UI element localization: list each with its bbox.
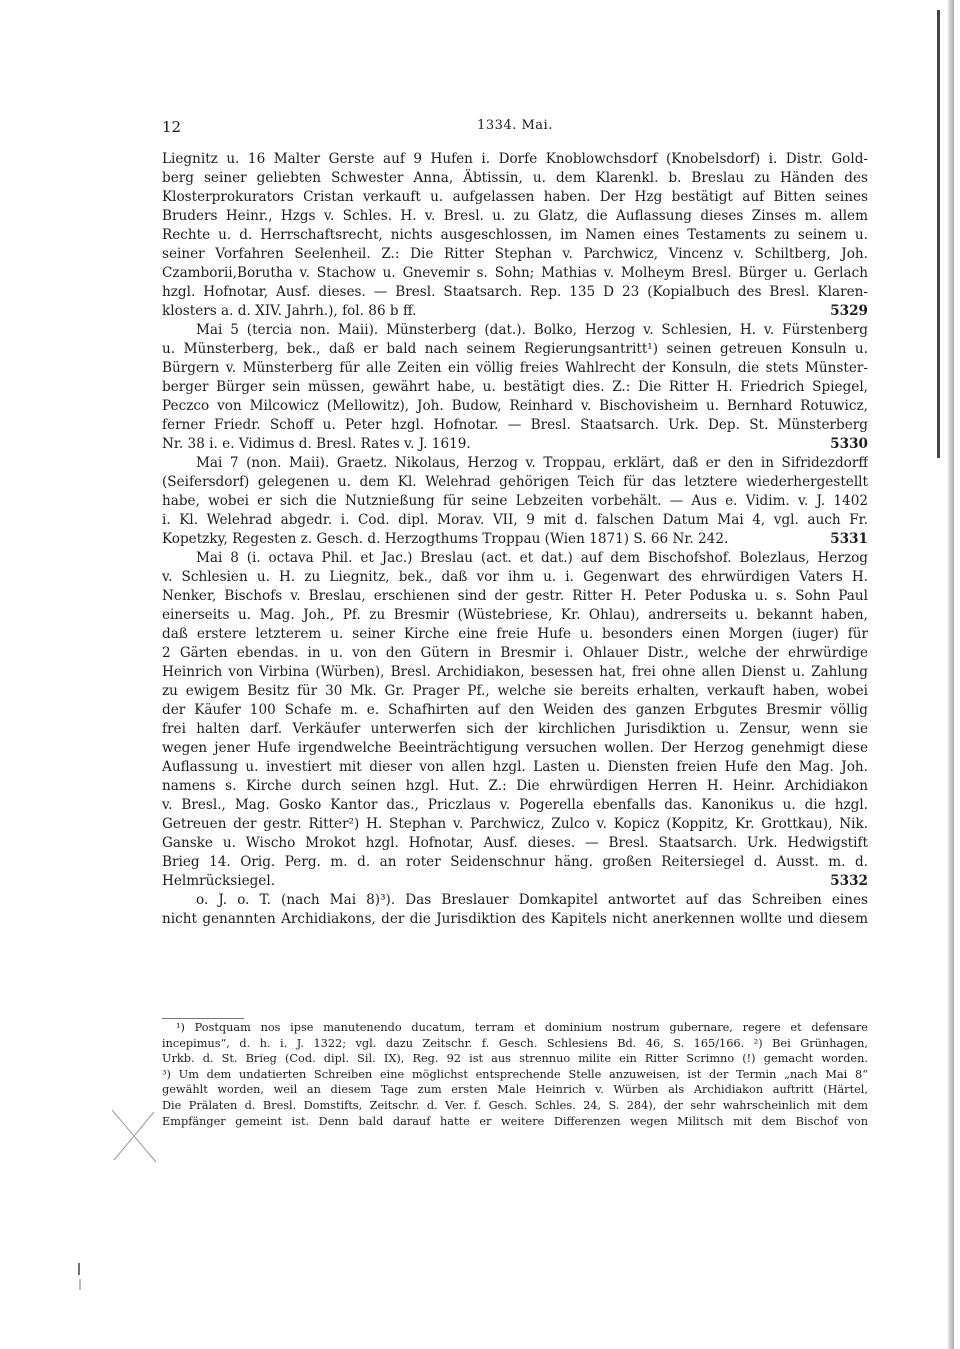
text-line: seiner Vorfahren Seelenheil. Z.: Die Ritter Stephan v. Parchwicz, Vincenz v. Schiltberg, Joh. [162, 246, 868, 262]
page-number: 12 [162, 118, 182, 136]
footnote-line: ³) Um dem undatierten Schreiben eine möglichst entsprechende Stelle anzuweisen, ist der Termin „nach Mai 8“ [162, 1067, 868, 1081]
footnote-line: Die Prälaten d. Bresl. Domstifts, Zeitschr. d. Ver. f. Gesch. Schles. 24, S. 284), der sehr wahrscheinlich mit dem [162, 1098, 868, 1112]
text-line: namens s. Kirche durch seinen hzgl. Hut. Z.: Die ehrwürdigen Herren H. Heinr. Archidiakon [162, 778, 868, 794]
charter-number: 5332 [830, 873, 868, 889]
footnote-line: incepimus“, d. h. i. J. 1322; vgl. dazu Zeitschr. f. Gesch. Schlesiens Bd. 46, S. 165/166. ²) Bei Grünhagen, [162, 1036, 868, 1050]
text-line: Czamborii,Borutha v. Stachow u. Gnevemir s. Sohn; Mathias v. Molheym Bresl. Bürger u. Gerlach [162, 265, 868, 281]
entry-end-line [162, 435, 868, 454]
text-line: Liegnitz u. 16 Malter Gerste auf 9 Hufen i. Dorfe Knoblowchsdorf (Knobelsdorf) i. Distr. Gold- [162, 151, 868, 167]
entry-heading-line: o. J. o. T. (nach Mai 8)³). Das Breslauer Domkapitel antwortet auf das Schreiben eines [196, 892, 868, 908]
entry-heading-line: Mai 8 (i. octava Phil. et Jac.) Breslau (act. et dat.) auf dem Bischofshof. Bolezlaus, Herzog [196, 550, 868, 566]
text-line: Peczco von Milcowicz (Mellowitz), Joh. Budow, Reinhard v. Bischovisheim u. Bernhard Rotuwicz, [162, 398, 868, 414]
text-line: hzgl. Hofnotar, Ausf. dieses. — Bresl. Staatsarch. Rep. 135 D 23 (Kopialbuch des Bresl. Klaren- [162, 284, 868, 300]
main-text [162, 150, 868, 929]
text-line: Bruders Heinr., Hzgs v. Schles. H. v. Bresl. u. zu Glatz, die Auflassung dieses Zinses m. allem [162, 208, 868, 224]
text-line: Getreuen der gestr. Ritter²) H. Stephan v. Parchwicz, Zulco v. Kopicz (Koppitz, Kr. Grottkau), Nik. [162, 816, 868, 832]
running-head: 1334. Mai. [477, 118, 553, 133]
cross-mark [108, 1108, 160, 1164]
edge-scan-bar [947, 0, 954, 1349]
text-line: wegen jener Hufe irgendwelche Beeinträchtigung versuchen wollen. Der Herzog genehmigt diese [162, 740, 868, 756]
footnotes [162, 1020, 868, 1129]
footnote-divider [162, 1018, 244, 1019]
text-line: Klosterprokurators Cristan verkauft u. aufgelassen haben. Der Hzg bestätigt auf Bitten seines [162, 189, 868, 205]
text-line: klosters a. d. XIV. Jahrh.), fol. 86 b ff. [162, 303, 417, 319]
entry-end-line [162, 530, 868, 549]
charter-number: 5331 [830, 531, 868, 547]
text-line: u. Münsterberg, bek., daß er bald nach seinem Regierungsantritt¹) seinen getreuen Konsuln u. [162, 341, 868, 357]
footnote-line: Empfänger gemeint ist. Denn bald darauf hatte er weitere Differenzen wegen Militsch mit dem Bischof von [162, 1114, 868, 1128]
footnote-line: ¹) Postquam nos ipse manutenendo ducatum, terram et dominium nostrum gubernare, regere et defensare [176, 1021, 868, 1034]
text-line: habe, wobei er sich die Nutznießung für seine Lebzeiten vorbehält. — Aus e. Vidim. v. J. 1402 [162, 493, 868, 509]
text-line: v. Schlesien u. H. zu Liegnitz, bek., daß vor ihm u. i. Gegenwart des ehrwürdigen Vaters H. [162, 569, 868, 585]
text-line: Rechte u. d. Herrschaftsrecht, nichts ausgeschlossen, im Namen eines Testaments zu seinem u. [162, 227, 868, 243]
text-line: v. Bresl., Mag. Gosko Kantor das., Priczlaus v. Pogerella ebenfalls das. Kanonikus u. die hzgl. [162, 797, 868, 813]
footnote-line: gewählt worden, weil an diesem Tage zum ersten Male Heinrich v. Würben als Archidiakon auftritt (Härtel, [162, 1083, 868, 1097]
text-line: ferner Friedr. Schoff u. Peter hzgl. Hofnotar. — Bresl. Staatsarch. Urk. Dep. St. Münsterberg [162, 417, 868, 433]
text-line: der Käufer 100 Schafe m. e. Schafhirten auf den Weiden des ganzen Erbgutes Bresmir völlig [162, 702, 868, 718]
tick-mark [78, 1263, 82, 1291]
text-line: Nr. 38 i. e. Vidimus d. Bresl. Rates v. J. 1619. [162, 436, 471, 452]
entry-heading-line: Mai 5 (tercia non. Maii). Münsterberg (dat.). Bolko, Herzog v. Schlesien, H. v. Fürstenberg [196, 322, 868, 338]
footnote-line: Urkb. d. St. Brieg (Cod. dipl. Sil. IX), Reg. 92 ist aus strennuo milite ein Ritter Scrimno (!) gemacht worden. [162, 1052, 868, 1066]
text-line: Heinrich von Virbina (Würben), Bresl. Archidiakon, besessen hat, frei ohne allen Dienst u. Zahlung [162, 664, 868, 680]
text-line: (Seifersdorf) gelegenen u. dem Kl. Welehrad gehörigen Teich für das letztere wiederhergestellt [162, 474, 868, 490]
text-line: Nenker, Bischofs v. Breslau, erschienen sind der gestr. Ritter H. Peter Poduska u. s. Sohn Paul [162, 588, 868, 604]
text-line: 2 Gärten ebendas. in u. von den Gütern in Bresmir i. Ohlauer Distr., welche der ehrwürdige [162, 645, 868, 661]
text-line: daß erstere letzterem u. seiner Kirche eine freie Hufe u. besonders einen Morgen (iuger) für [162, 626, 868, 642]
text-line: zu ewigem Besitz für 30 Mk. Gr. Prager Pf., welche sie bereits erhalten, verkauft haben, wobei [162, 683, 868, 699]
page-header [162, 118, 868, 138]
text-line: Brieg 14. Orig. Perg. m. d. an roter Seidenschnur häng. großen Reitersiegel d. Ausst. m. d. [162, 854, 868, 870]
text-line: Helmrücksiegel. [162, 873, 276, 889]
charter-number: 5329 [830, 303, 868, 319]
edge-scan-mark [937, 10, 940, 458]
text-line: berg seiner geliebten Schwester Anna, Äbtissin, u. dem Klarenkl. b. Breslau zu Händen des [162, 170, 868, 186]
charter-number: 5330 [830, 436, 868, 452]
text-line: berger Bürger sein müssen, gewährt habe, u. bestätigt dies. Z.: Die Ritter H. Friedrich Spiegel, [162, 379, 868, 395]
entry-end-line [162, 872, 868, 891]
text-line: Auflassung u. investiert mit dieser von allen hzgl. Lasten u. Diensten freien Hufe den Mag. Joh. [162, 759, 868, 775]
text-line: Kopetzky, Regesten z. Gesch. d. Herzogthums Troppau (Wien 1871) S. 66 Nr. 242. [162, 531, 729, 547]
entry-end-line [162, 302, 868, 321]
text-line: frei halten darf. Verkäufer unterwerfen sich der kirchlichen Jurisdiktion u. Zensur, wenn sie [162, 721, 868, 737]
text-line: i. Kl. Welehrad abgedr. i. Cod. dipl. Morav. VII, 9 mit d. falschen Datum Mai 4, vgl. auch Fr. [162, 512, 868, 528]
text-line: nicht genannten Archidiakons, der die Jurisdiktion des Kapitels nicht anerkennen wollte und diesem [162, 911, 868, 927]
text-line: Bürgern v. Münsterberg für alle Zeiten ein völlig freies Wahlrecht der Konsuln, die stets Münster- [162, 360, 868, 376]
entry-heading-line: Mai 7 (non. Maii). Graetz. Nikolaus, Herzog v. Troppau, erklärt, daß er den in Sifridezdorff [196, 455, 868, 471]
text-line: einerseits u. Mag. Joh., Pf. zu Bresmir (Wüstebriese, Kr. Ohlau), andrerseits u. bekannt haben, [162, 607, 868, 623]
text-line: Ganske u. Wischo Mrokot hzgl. Hofnotar, Ausf. dieses. — Bresl. Staatsarch. Urk. Hedwigstift [162, 835, 868, 851]
